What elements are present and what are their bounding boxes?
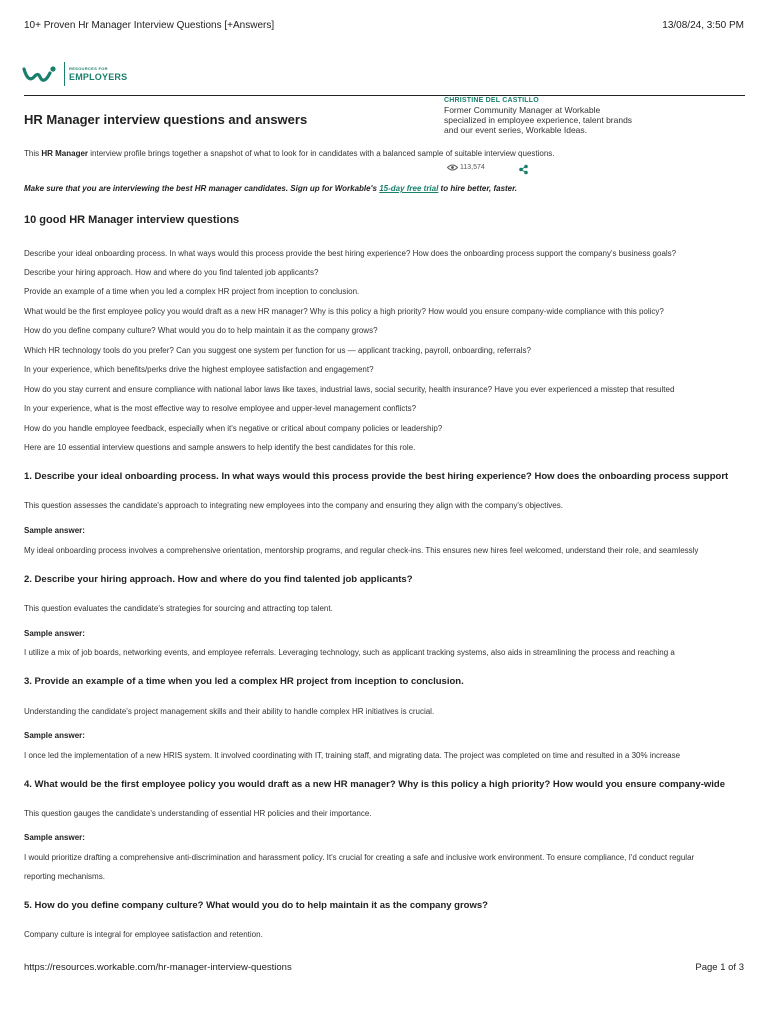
article-title: HR Manager interview questions and answers	[24, 112, 308, 127]
question-list-item: Which HR technology tools do you prefer? Can you suggest one system per function for us — applicant tracking, payroll, onboarding, referrals?	[24, 346, 531, 355]
free-trial-link[interactable]: 15-day free trial	[379, 184, 439, 193]
question-heading-2: 2. Describe your hiring approach. How and where do you find talented job applicants?	[24, 574, 413, 585]
question-list-item: In your experience, what is the most effective way to resolve employee and upper-level management conflicts?	[24, 404, 417, 413]
question-list-item: Provide an example of a time when you led a complex HR project from inception to conclusion.	[24, 287, 360, 296]
question-description-5: Company culture is integral for employee satisfaction and retention.	[24, 930, 263, 939]
sample-answer-2: I utilize a mix of job boards, networking events, and employee referrals. Leveraging technology, such as applicant tracking systems, also aids in streamlining the process and reaching a	[24, 648, 675, 657]
question-heading-5: 5. How do you define company culture? What would you do to help maintain it as the company grows?	[24, 900, 488, 911]
intro-suffix: interview profile brings together a snapshot of what to look for in candidates with a balanced sample of suitable interview questions.	[88, 149, 555, 158]
sample-answer-1: My ideal onboarding process involves a comprehensive orientation, mentorship programs, and regular check-ins. This ensures new hires feel welcomed, understand their role, and seamlessly	[24, 546, 699, 555]
sample-answer-4: I would prioritize drafting a comprehensive anti-discrimination and harassment policy. It's crucial for creating a safe and inclusive work environment. To ensure compliance, I'd conduct regular	[24, 853, 695, 862]
sample-answer-label-2: Sample answer:	[24, 629, 85, 638]
question-description-3: Understanding the candidate's project management skills and their ability to handle complex HR initiatives is crucial.	[24, 707, 435, 716]
intro-prefix: This	[24, 149, 42, 158]
question-list-item: Describe your hiring approach. How and where do you find talented job applicants?	[24, 268, 319, 277]
sample-answer-label-4: Sample answer:	[24, 833, 85, 842]
article-intro	[24, 149, 555, 158]
footer-url: https://resources.workable.com/hr-manager-interview-questions	[24, 962, 292, 973]
footer-page-number: Page 1 of 3	[695, 962, 744, 973]
question-heading-1: 1. Describe your ideal onboarding process. In what ways would this process provide the best hiring experience? How does the onboarding process support	[24, 471, 729, 482]
question-description-4: This question gauges the candidate's understanding of essential HR policies and their importance.	[24, 809, 372, 818]
share-icon[interactable]	[518, 164, 529, 175]
sample-answer-label-1: Sample answer:	[24, 526, 85, 535]
cta-text	[24, 184, 517, 193]
question-description-2: This question evaluates the candidate's strategies for sourcing and attracting top talent.	[24, 604, 333, 613]
view-count	[447, 164, 485, 171]
sample-answer-4-continued: reporting mechanisms.	[24, 872, 105, 881]
header-rule	[24, 95, 745, 96]
question-list-item: How do you handle employee feedback, especially when it's negative or critical about company policies or leadership?	[24, 424, 443, 433]
question-list-item: What would be the first employee policy you would draft as a new HR manager? Why is this policy a high priority? How would you ensure company-wide compliance with this policy?	[24, 307, 664, 316]
intro-bold: HR Manager	[41, 149, 89, 158]
logo-divider	[64, 62, 65, 86]
logo-small-text: RESOURCES FOR	[69, 65, 108, 71]
logo-big-text: EMPLOYERS	[69, 71, 128, 82]
author-bio: Former Community Manager at Workable specialized in employee experience, talent brands and our event series, Workable Ideas.	[444, 105, 633, 135]
workable-w-icon	[22, 63, 58, 85]
essential-intro: Here are 10 essential interview questions and sample answers to help identify the best candidates for this role.	[24, 443, 416, 452]
question-heading-4: 4. What would be the first employee policy you would draft as a new HR manager? Why is this policy a high priority? How would you ensure company-wide	[24, 779, 725, 790]
question-list-item: In your experience, which benefits/perks drive the highest employee satisfaction and engagement?	[24, 365, 374, 374]
question-list-item: How do you stay current and ensure compliance with national labor laws like taxes, industrial laws, social security, health insurance? Have you ever experienced a misstep that resulted	[24, 385, 675, 394]
view-count-value: 113,574	[460, 164, 485, 171]
author-name[interactable]: CHRISTINE DEL CASTILLO	[444, 97, 539, 104]
question-description-1: This question assesses the candidate's approach to integrating new employees into the company and ensuring they align with the company's objectives.	[24, 501, 563, 510]
eye-icon	[447, 164, 458, 171]
section-title: 10 good HR Manager interview questions	[24, 214, 240, 226]
cta-prefix: Make sure that you are interviewing the best HR manager candidates. Sign up for Workable's	[24, 184, 380, 193]
cta-suffix: to hire better, faster.	[438, 184, 518, 193]
question-list-item: Describe your ideal onboarding process. In what ways would this process provide the best hiring experience? How does the onboarding process support the company's business goals?	[24, 249, 677, 258]
sample-answer-3: I once led the implementation of a new HRIS system. It involved coordinating with IT, training staff, and migrating data. The project was completed on time and resulted in a 30% increase	[24, 751, 681, 760]
question-heading-3: 3. Provide an example of a time when you led a complex HR project from inception to conclusion.	[24, 676, 464, 687]
workable-logo[interactable]	[22, 60, 127, 88]
question-list-item: How do you define company culture? What would you do to help maintain it as the company grows?	[24, 326, 378, 335]
sample-answer-label-3: Sample answer:	[24, 731, 85, 740]
logo-text	[69, 67, 127, 82]
print-header-title: 10+ Proven Hr Manager Interview Questions [+Answers]	[24, 20, 275, 31]
print-header-date: 13/08/24, 3:50 PM	[662, 20, 744, 31]
